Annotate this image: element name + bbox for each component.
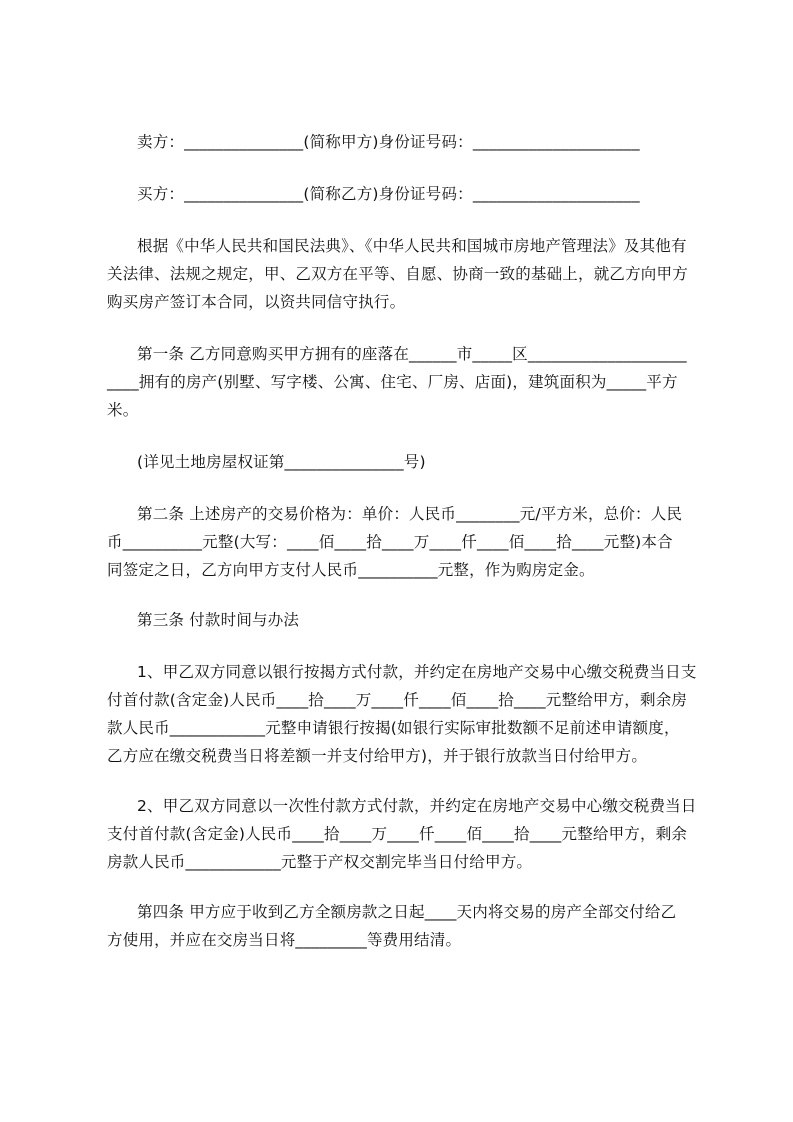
certificate-text: (详见土地房屋权证第_______________号) — [137, 453, 426, 471]
article-3-item-1-line: 1、甲乙双方同意以银行按揭方式付款，并约定在房地产交易中心缴交税费当日支 — [137, 663, 697, 681]
article-2-line: 币__________元整(大写：____佰____拾____万____仟____佰____拾____元整)本合 — [107, 533, 673, 551]
article-3-item-1-line: 乙方应在缴交税费当日将差额一并支付给甲方)，并于银行放款当日付给甲方。 — [107, 747, 648, 765]
preamble-line: 购买房产签订本合同，以资共同信守执行。 — [107, 293, 406, 311]
article-4-line: 第四条 甲方应于收到乙方全额房款之日起____天内将交易的房产全部交付给乙 — [137, 903, 677, 921]
preamble-paragraph — [107, 232, 707, 316]
article-3-item-1 — [107, 658, 707, 770]
buyer-line — [107, 180, 707, 208]
article-3-item-2-line: 2、甲乙双方同意以一次性付款方式付款，并约定在房地产交易中心缴交税费当日 — [137, 797, 697, 815]
article-2 — [107, 500, 707, 584]
article-3-item-2-line: 支付首付款(含定金)人民币____拾____万____仟____佰____拾____元整给甲方，剩余 — [107, 825, 688, 843]
buyer-text: 买方：_______________(简称乙方)身份证号码：_____________________ — [137, 185, 640, 203]
article-2-line: 第二条 上述房产的交易价格为：单价：人民币________元/平方米，总价：人民 — [137, 505, 683, 523]
article-4-line: 方使用，并应在交房当日将_________等费用结清。 — [107, 931, 462, 949]
article-3-item-1-line: 付首付款(含定金)人民币____拾____万____仟____佰____拾____元整给甲方，剩余房 — [107, 691, 688, 709]
article-3-title-text: 第三条 付款时间与办法 — [137, 611, 300, 629]
article-3-item-2 — [107, 792, 707, 876]
preamble-line: 关法律、法规之规定，甲、乙双方在平等、自愿、协商一致的基础上，就乙方向甲方 — [107, 265, 688, 283]
article-3-item-1-line: 款人民币____________元整申请银行按揭(如银行实际审批数额不足前述申请额度， — [107, 719, 680, 737]
article-4 — [107, 898, 707, 954]
seller-text: 卖方：_______________(简称甲方)身份证号码：_____________________ — [137, 133, 640, 151]
certificate-line — [107, 448, 707, 476]
article-1-line: 米。 — [107, 401, 139, 419]
article-3-item-2-line: 房款人民币____________元整于产权交割完毕当日付给甲方。 — [107, 853, 533, 871]
seller-line — [107, 128, 707, 156]
article-1-line: ____拥有的房产(别墅、写字楼、公寓、住宅、厂房、店面)，建筑面积为_____平方 — [107, 373, 678, 391]
article-2-line: 同签定之日，乙方向甲方支付人民币__________元整，作为购房定金。 — [107, 561, 595, 579]
article-3-title — [107, 606, 707, 634]
article-1-line: 第一条 乙方同意购买甲方拥有的座落在______市_____区____________________ — [137, 345, 687, 363]
article-1 — [107, 340, 707, 424]
preamble-line: 根据《中华人民共和国民法典》、《中华人民共和国城市房地产管理法》及其他有 — [137, 237, 687, 255]
